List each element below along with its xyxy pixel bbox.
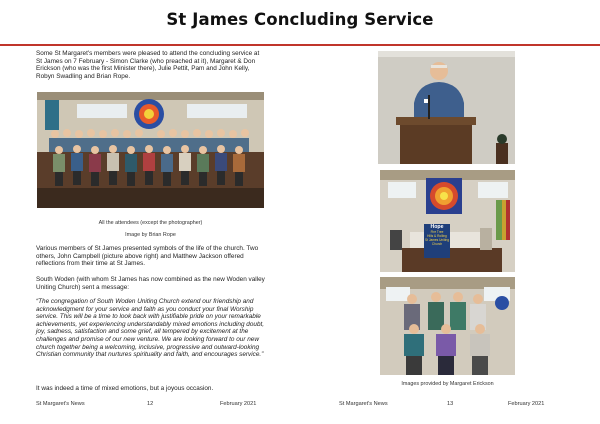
page-title: St James Concluding Service xyxy=(166,10,434,29)
symbols-paragraph: Various members of St James presented symbols of the life of the church. Two others, John Campbell (picture above right) and Matthew Jackson offered reflections from their time at St James. xyxy=(36,245,259,268)
south-woden-quote: “The congregation of South Woden Uniting Church extend our friendship and acknowledgment for your service and faith as you conduct your final Worship service. This will be a time to look back with justifiable pride on your remarkable achievements, yet experiencing understandably mixed emotions including doubt, joy, sadness, satisfaction and some grief, all tempered by excitement at the challenges and promise of our new venture. We are looking forward to our new church together being a welcoming, inclusive, progressive and outward-looking Christian community that nurtures spirituality and faith, and encourages service.” xyxy=(36,298,265,359)
footer-right-page-number: 13 xyxy=(447,401,454,407)
attendees-photo-caption: All the attendees (except the photographer) xyxy=(98,220,203,226)
closing-paragraph: It was indeed a time of mixed emotions, but a joyous occasion. xyxy=(36,385,214,392)
footer-left-publication: St Margaret's News xyxy=(36,401,85,407)
right-photos-caption: Images provided by Margaret Erickson xyxy=(401,381,494,387)
attendees-group-photo xyxy=(37,92,264,208)
intro-paragraph: Some St Margaret's members were pleased to attend the concluding service at St James on 7 February - Simon Clarke (who preached at it), Margaret & Don Erickson (who was the first Minister there), Julie Pettit, Pam and John Kelly, Robyn Swadling and Brian Rope. xyxy=(36,50,260,80)
south-woden-paragraph: South Woden (with whom St James has now combined as the new Woden valley Uniting Church) sent a message: xyxy=(36,276,265,291)
members-illustration xyxy=(380,277,515,375)
title-rule xyxy=(0,44,600,46)
members-photo xyxy=(380,277,515,375)
hope-banner-line-3: Hills & Rolling xyxy=(427,234,447,238)
footer-left-page-number: 12 xyxy=(147,401,154,407)
hope-banner-line-1: Hope xyxy=(430,224,444,230)
church-banners-photo xyxy=(380,170,515,272)
attendees-photo-credit: Image by Brian Rope xyxy=(125,232,176,238)
speaker-illustration xyxy=(378,51,515,164)
footer-right-publication: St Margaret's News xyxy=(339,401,388,407)
hope-banner xyxy=(424,224,450,258)
hope-banner-line-4: St James Uniting Church xyxy=(424,238,450,246)
hope-banner-line-2: Fire Tree xyxy=(430,230,444,234)
footer-left-date: February 2021 xyxy=(220,401,257,407)
footer-right-date: February 2021 xyxy=(508,401,545,407)
speaker-photo xyxy=(378,51,515,164)
attendees-group-illustration xyxy=(37,92,264,208)
